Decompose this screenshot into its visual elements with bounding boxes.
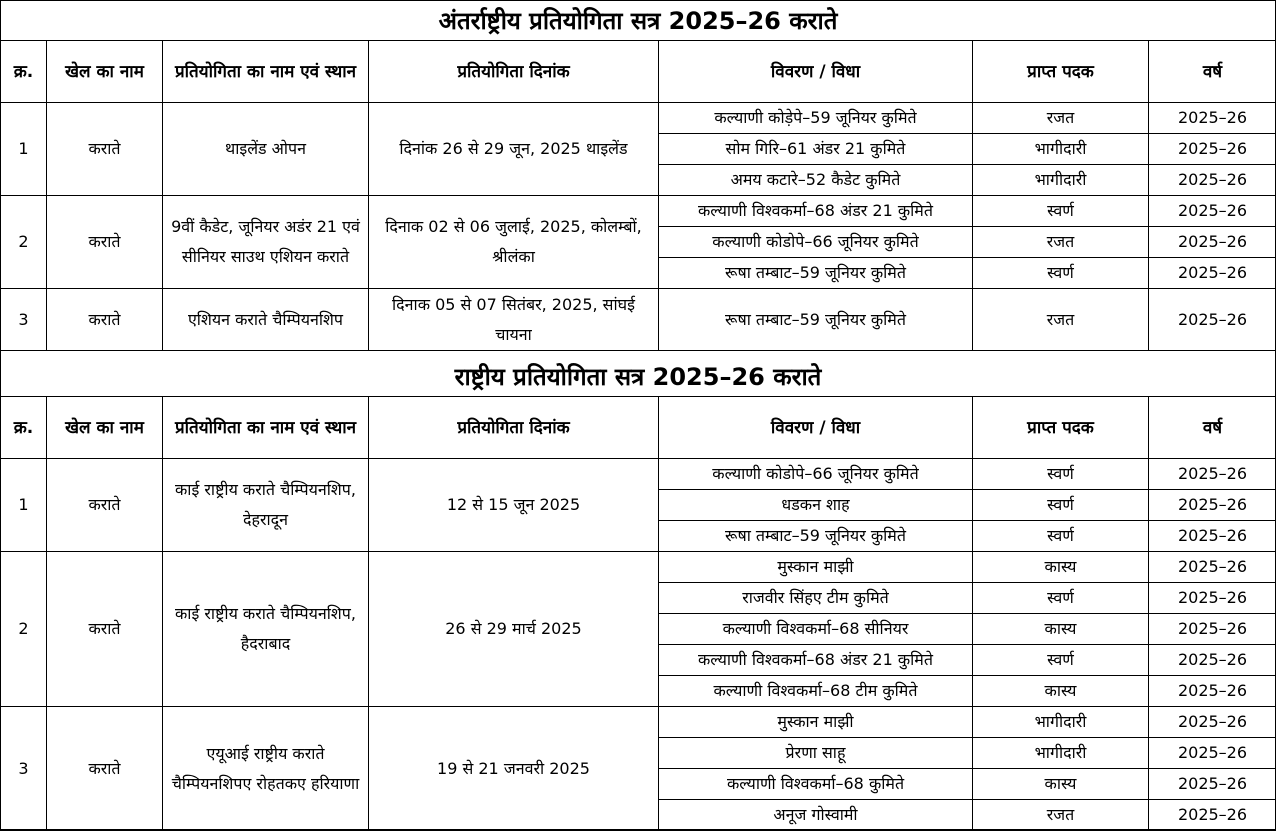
table-row <box>1 289 1276 351</box>
event-date: 19 से 21 जनवरी 2025 <box>369 707 659 831</box>
entry-year: 2025–26 <box>1149 289 1276 351</box>
entry-year: 2025–26 <box>1149 227 1276 258</box>
entry-medal: रजत <box>973 103 1149 134</box>
entry-medal: स्वर्ण <box>973 258 1149 289</box>
event-sn: 2 <box>1 196 47 289</box>
entry-year: 2025–26 <box>1149 196 1276 227</box>
entry-medal: कास्य <box>973 676 1149 707</box>
header-medal: प्राप्त पदक <box>973 41 1149 103</box>
header-sn: क्र. <box>1 397 47 459</box>
entry-year: 2025–26 <box>1149 583 1276 614</box>
entry-detail: मुस्कान माझी <box>659 707 973 738</box>
event-name: काई राष्ट्रीय कराते चैम्पियनशिप, देहरादून <box>163 459 369 552</box>
entry-year: 2025–26 <box>1149 645 1276 676</box>
entry-detail: सोम गिरि–61 अंडर 21 कुमिते <box>659 134 973 165</box>
event-sn: 2 <box>1 552 47 707</box>
header-date: प्रतियोगिता दिनांक <box>369 397 659 459</box>
event-date: दिनांक 26 से 29 जून, 2025 थाइलेंड <box>369 103 659 196</box>
event-sport: कराते <box>47 196 163 289</box>
header-sport: खेल का नाम <box>47 397 163 459</box>
table-row <box>1 459 1276 490</box>
entry-medal: भागीदारी <box>973 165 1149 196</box>
event-sn: 1 <box>1 103 47 196</box>
entry-year: 2025–26 <box>1149 738 1276 769</box>
entry-year: 2025–26 <box>1149 521 1276 552</box>
entry-year: 2025–26 <box>1149 769 1276 800</box>
event-sport: कराते <box>47 707 163 831</box>
entry-detail: धडकन शाह <box>659 490 973 521</box>
entry-year: 2025–26 <box>1149 459 1276 490</box>
header-sport: खेल का नाम <box>47 41 163 103</box>
event-date: 12 से 15 जून 2025 <box>369 459 659 552</box>
entry-medal: कास्य <box>973 614 1149 645</box>
national-title: राष्ट्रीय प्रतियोगिता सत्र 2025–26 कराते <box>0 358 1276 396</box>
entry-detail: अनूज गोस्वामी <box>659 800 973 831</box>
entry-medal: स्वर्ण <box>973 583 1149 614</box>
entry-medal: रजत <box>973 289 1149 351</box>
entry-medal: रजत <box>973 227 1149 258</box>
entry-detail: कल्याणी कोडोपे–66 जूनियर कुमिते <box>659 459 973 490</box>
header-medal: प्राप्त पदक <box>973 397 1149 459</box>
entry-medal: स्वर्ण <box>973 459 1149 490</box>
entry-year: 2025–26 <box>1149 707 1276 738</box>
entry-year: 2025–26 <box>1149 103 1276 134</box>
header-detail: विवरण / विधा <box>659 397 973 459</box>
entry-detail: मुस्कान माझी <box>659 552 973 583</box>
event-sport: कराते <box>47 103 163 196</box>
header-year: वर्ष <box>1149 41 1276 103</box>
event-name: 9वीं कैडेट, जूनियर अडंर 21 एवं सीनियर साउथ एशियन कराते <box>163 196 369 289</box>
entry-detail: कल्याणी कोडोपे–66 जूनियर कुमिते <box>659 227 973 258</box>
header-row <box>1 397 1276 459</box>
entry-detail: रूषा तम्बाट–59 जूनियर कुमिते <box>659 521 973 552</box>
event-sn: 3 <box>1 289 47 351</box>
header-date: प्रतियोगिता दिनांक <box>369 41 659 103</box>
entry-year: 2025–26 <box>1149 552 1276 583</box>
entry-medal: स्वर्ण <box>973 645 1149 676</box>
table-row <box>1 552 1276 583</box>
entry-year: 2025–26 <box>1149 165 1276 196</box>
entry-detail: कल्याणी विश्वकर्मा–68 कुमिते <box>659 769 973 800</box>
entry-medal: भागीदारी <box>973 738 1149 769</box>
event-name: एशियन कराते चैम्पियनशिप <box>163 289 369 351</box>
entry-medal: स्वर्ण <box>973 490 1149 521</box>
header-event: प्रतियोगिता का नाम एवं स्थान <box>163 397 369 459</box>
entry-detail: कल्याणी विश्वकर्मा–68 सीनियर <box>659 614 973 645</box>
entry-detail: कल्याणी विश्वकर्मा–68 अंडर 21 कुमिते <box>659 645 973 676</box>
table-row <box>1 103 1276 134</box>
entry-detail: कल्याणी विश्वकर्मा–68 टीम कुमिते <box>659 676 973 707</box>
event-sn: 1 <box>1 459 47 552</box>
entry-medal: स्वर्ण <box>973 521 1149 552</box>
entry-medal: स्वर्ण <box>973 196 1149 227</box>
entry-year: 2025–26 <box>1149 614 1276 645</box>
international-table <box>0 40 1276 351</box>
event-name: काई राष्ट्रीय कराते चैम्पियनशिप, हैदराबाद <box>163 552 369 707</box>
entry-detail: राजवीर सिंहए टीम कुमिते <box>659 583 973 614</box>
entry-year: 2025–26 <box>1149 800 1276 831</box>
entry-medal: भागीदारी <box>973 707 1149 738</box>
entry-detail: अमय कटारे–52 कैडेट कुमिते <box>659 165 973 196</box>
header-year: वर्ष <box>1149 397 1276 459</box>
event-name: थाइलेंड ओपन <box>163 103 369 196</box>
entry-year: 2025–26 <box>1149 676 1276 707</box>
event-name: एयूआई राष्ट्रीय कराते चैम्पियनशिपए रोहतकए हरियाणा <box>163 707 369 831</box>
event-date: दिनाक 02 से 06 जुलाई, 2025, कोलम्बों, श्रीलंका <box>369 196 659 289</box>
event-sn: 3 <box>1 707 47 831</box>
event-sport: कराते <box>47 552 163 707</box>
table-row <box>1 196 1276 227</box>
event-date: दिनाक 05 से 07 सितंबर, 2025, सांघई चायना <box>369 289 659 351</box>
national-table <box>0 396 1276 831</box>
entry-detail: प्रेरणा साहू <box>659 738 973 769</box>
entry-year: 2025–26 <box>1149 258 1276 289</box>
entry-detail: रूषा तम्बाट–59 जूनियर कुमिते <box>659 258 973 289</box>
header-row <box>1 41 1276 103</box>
header-event: प्रतियोगिता का नाम एवं स्थान <box>163 41 369 103</box>
event-date: 26 से 29 मार्च 2025 <box>369 552 659 707</box>
entry-detail: रूषा तम्बाट–59 जूनियर कुमिते <box>659 289 973 351</box>
entry-medal: रजत <box>973 800 1149 831</box>
international-title: अंतर्राष्ट्रीय प्रतियोगिता सत्र 2025–26 कराते <box>0 2 1276 40</box>
entry-medal: कास्य <box>973 552 1149 583</box>
entry-year: 2025–26 <box>1149 490 1276 521</box>
event-sport: कराते <box>47 289 163 351</box>
entry-detail: कल्याणी विश्वकर्मा–68 अंडर 21 कुमिते <box>659 196 973 227</box>
header-sn: क्र. <box>1 41 47 103</box>
entry-year: 2025–26 <box>1149 134 1276 165</box>
entry-medal: भागीदारी <box>973 134 1149 165</box>
entry-detail: कल्याणी कोड़ेपे–59 जूनियर कुमिते <box>659 103 973 134</box>
header-detail: विवरण / विधा <box>659 41 973 103</box>
event-sport: कराते <box>47 459 163 552</box>
entry-medal: कास्य <box>973 769 1149 800</box>
table-row <box>1 707 1276 738</box>
